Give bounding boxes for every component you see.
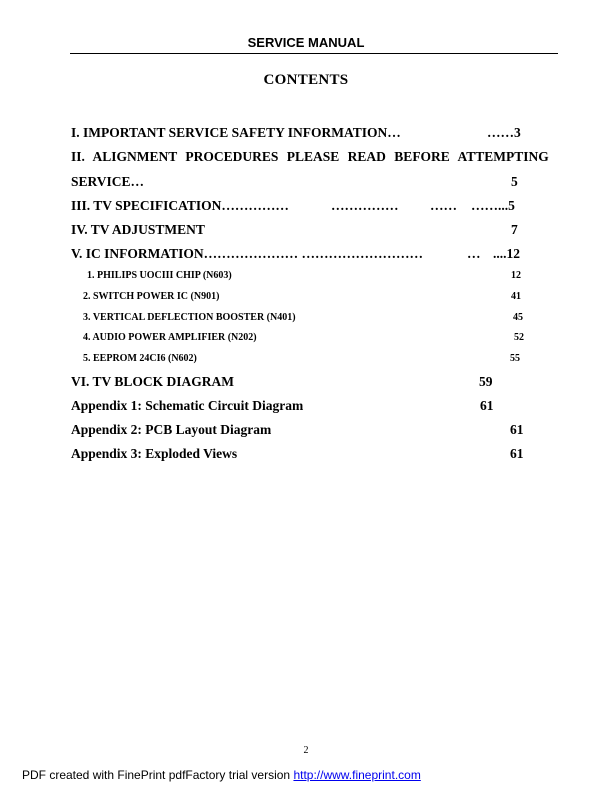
toc-entry-alignment[interactable]: II. ALIGNMENT PROCEDURES PLEASE READ BEFORE ATTEMPTING	[71, 149, 549, 164]
toc-sub-vertical-deflection[interactable]: 3. VERTICAL DEFLECTION BOOSTER (N401)	[83, 312, 296, 323]
toc-page-audio-amplifier: 52	[514, 332, 524, 343]
header-title: SERVICE MANUAL	[247, 35, 365, 50]
toc-page-vertical-deflection: 45	[513, 312, 523, 323]
toc-page-block-diagram: 59	[479, 374, 493, 389]
toc-page-switch-power: 41	[511, 291, 521, 302]
toc-sub-audio-amplifier[interactable]: 4. AUDIO POWER AMPLIFIER (N202)	[83, 332, 257, 343]
toc-page-ic-information: ....12	[493, 246, 520, 261]
toc-entry-specification[interactable]: III. TV SPECIFICATION……………	[71, 198, 289, 213]
toc-page-eeprom: 55	[510, 353, 520, 364]
footer-text: PDF created with FinePrint pdfFactory trial version	[22, 768, 294, 782]
toc-sub-eeprom[interactable]: 5. EEPROM 24CI6 (N602)	[83, 353, 197, 364]
toc-entry-alignment-cont[interactable]: SERVICE…	[71, 174, 145, 189]
toc-page-adjustment: 7	[511, 222, 518, 237]
footer-link[interactable]: http://www.fineprint.com	[293, 768, 421, 782]
toc-leader-specification-2: ……	[430, 198, 457, 213]
toc-entry-ic-information[interactable]: V. IC INFORMATION………………… ………………………	[71, 246, 424, 261]
pdf-footer	[22, 768, 421, 782]
toc-entry-block-diagram[interactable]: VI. TV BLOCK DIAGRAM	[71, 374, 235, 389]
toc-leader-ic-information: …	[467, 246, 481, 261]
page-number: 2	[303, 745, 309, 756]
toc-appendix-pcb-layout[interactable]: Appendix 2: PCB Layout Diagram	[71, 422, 272, 437]
toc-page-schematic: 61	[480, 398, 494, 413]
toc-page-philips-chip: 12	[511, 270, 521, 281]
contents-title: CONTENTS	[263, 72, 349, 88]
toc-leader-specification-1: ……………	[331, 198, 399, 213]
toc-sub-philips-chip[interactable]: 1. PHILIPS UOCIII CHIP (N603)	[87, 270, 232, 281]
toc-page-specification: ……...5	[471, 198, 515, 213]
toc-page-safety: ……3	[487, 125, 521, 140]
toc-page-alignment: 5	[511, 174, 518, 189]
toc-sub-switch-power[interactable]: 2. SWITCH POWER IC (N901)	[83, 291, 220, 302]
toc-page-pcb-layout: 61	[510, 422, 524, 437]
toc-entry-adjustment[interactable]: IV. TV ADJUSTMENT	[71, 222, 205, 237]
toc-appendix-schematic[interactable]: Appendix 1: Schematic Circuit Diagram	[71, 398, 304, 413]
toc-appendix-exploded-views[interactable]: Appendix 3: Exploded Views	[71, 446, 238, 461]
toc-entry-safety[interactable]: I. IMPORTANT SERVICE SAFETY INFORMATION…	[71, 125, 401, 140]
toc-page-exploded-views: 61	[510, 446, 524, 461]
